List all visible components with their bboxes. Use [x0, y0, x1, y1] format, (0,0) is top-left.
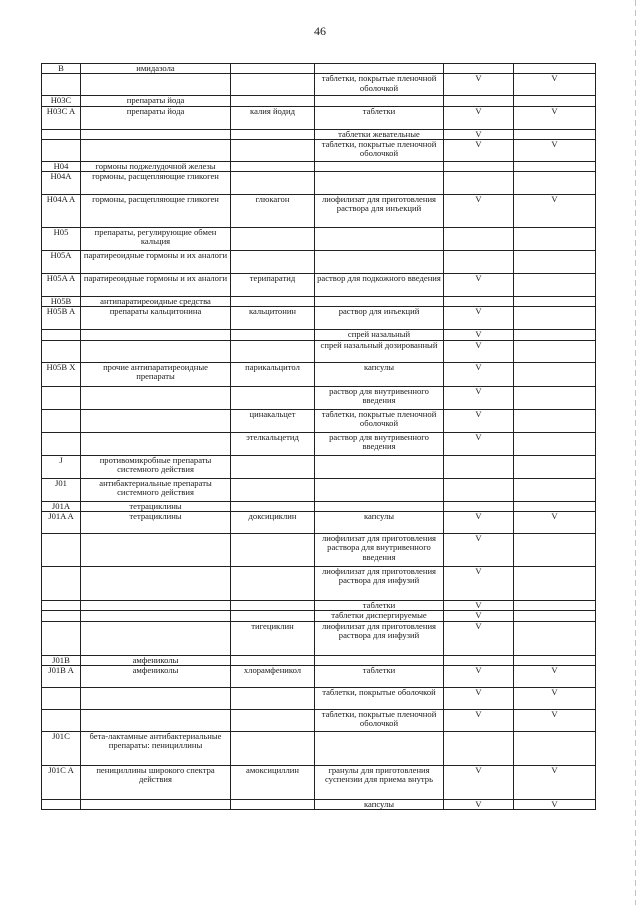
- mark-cell-2: V: [514, 139, 596, 161]
- mark-cell-1: V: [444, 566, 514, 600]
- group-cell: тетрациклины: [81, 501, 231, 511]
- mark-cell-1: V: [444, 340, 514, 362]
- inn-cell: хлорамфеникол: [231, 665, 315, 687]
- atc-code-cell: H05: [42, 228, 81, 251]
- dosage-form-cell: раствор для внутривенного введения: [315, 386, 444, 409]
- group-cell: антибактериальные препараты системного действия: [81, 478, 231, 501]
- inn-cell: [231, 687, 315, 709]
- group-cell: [81, 611, 231, 621]
- mark-cell-1: V: [444, 765, 514, 799]
- group-cell: гормоны поджелудочной железы: [81, 161, 231, 171]
- atc-code-cell: H04A: [42, 172, 81, 195]
- inn-cell: [231, 172, 315, 195]
- mark-cell-1: [444, 501, 514, 511]
- group-cell: антипаратиреоидные средства: [81, 297, 231, 307]
- table-row: [42, 409, 596, 432]
- inn-cell: [231, 340, 315, 362]
- mark-cell-1: V: [444, 409, 514, 432]
- mark-cell-1: V: [444, 362, 514, 386]
- inn-cell: [231, 386, 315, 409]
- mark-cell-2: V: [514, 195, 596, 228]
- dosage-form-cell: раствор для внутривенного введения: [315, 432, 444, 455]
- inn-cell: [231, 228, 315, 251]
- group-cell: препараты йода: [81, 96, 231, 106]
- atc-code-cell: J01: [42, 478, 81, 501]
- atc-code-cell: H05A: [42, 251, 81, 274]
- table-row: [42, 765, 596, 799]
- atc-code-cell: H04A A: [42, 195, 81, 228]
- atc-code-cell: [42, 386, 81, 409]
- mark-cell-2: [514, 251, 596, 274]
- mark-cell-2: [514, 478, 596, 501]
- mark-cell-2: [514, 307, 596, 330]
- dosage-form-cell: таблетки: [315, 106, 444, 129]
- atc-code-cell: [42, 409, 81, 432]
- mark-cell-1: V: [444, 129, 514, 139]
- mark-cell-2: [514, 228, 596, 251]
- inn-cell: [231, 566, 315, 600]
- mark-cell-1: V: [444, 432, 514, 455]
- mark-cell-2: [514, 432, 596, 455]
- mark-cell-1: V: [444, 687, 514, 709]
- group-cell: [81, 687, 231, 709]
- atc-code-cell: [42, 566, 81, 600]
- atc-code-cell: J: [42, 455, 81, 478]
- group-cell: амфениколы: [81, 655, 231, 665]
- dosage-form-cell: таблетки, покрытые пленочной оболочкой: [315, 74, 444, 96]
- atc-code-cell: [42, 621, 81, 655]
- mark-cell-2: [514, 386, 596, 409]
- dosage-form-cell: [315, 655, 444, 665]
- group-cell: [81, 386, 231, 409]
- table-row: [42, 799, 596, 809]
- atc-code-cell: J01B: [42, 655, 81, 665]
- inn-cell: [231, 655, 315, 665]
- inn-cell: [231, 455, 315, 478]
- mark-cell-1: V: [444, 307, 514, 330]
- dosage-form-cell: [315, 172, 444, 195]
- inn-cell: [231, 96, 315, 106]
- table-row: [42, 172, 596, 195]
- dosage-form-cell: таблетки: [315, 600, 444, 610]
- mark-cell-2: V: [514, 665, 596, 687]
- dosage-form-cell: таблетки, покрытые оболочкой: [315, 687, 444, 709]
- table-row: [42, 74, 596, 96]
- table-row: [42, 566, 596, 600]
- inn-cell: кальцитонин: [231, 307, 315, 330]
- mark-cell-1: V: [444, 709, 514, 731]
- atc-code-cell: J01C A: [42, 765, 81, 799]
- group-cell: [81, 432, 231, 455]
- atc-code-cell: [42, 687, 81, 709]
- atc-code-cell: B: [42, 64, 81, 74]
- mark-cell-2: V: [514, 74, 596, 96]
- mark-cell-2: [514, 409, 596, 432]
- table-row: [42, 621, 596, 655]
- mark-cell-1: V: [444, 386, 514, 409]
- atc-code-cell: J01B A: [42, 665, 81, 687]
- inn-cell: [231, 251, 315, 274]
- mark-cell-2: [514, 501, 596, 511]
- group-cell: бета-лактамные антибактериальные препараты: пенициллины: [81, 731, 231, 765]
- group-cell: [81, 600, 231, 610]
- table-row: [42, 64, 596, 74]
- atc-code-cell: J01C: [42, 731, 81, 765]
- group-cell: [81, 74, 231, 96]
- mark-cell-2: [514, 340, 596, 362]
- mark-cell-2: V: [514, 709, 596, 731]
- inn-cell: глюкагон: [231, 195, 315, 228]
- mark-cell-2: V: [514, 799, 596, 809]
- dosage-form-cell: [315, 297, 444, 307]
- group-cell: [81, 139, 231, 161]
- mark-cell-2: [514, 600, 596, 610]
- table-row: [42, 731, 596, 765]
- mark-cell-1: V: [444, 139, 514, 161]
- group-cell: [81, 566, 231, 600]
- dosage-form-cell: таблетки, покрытые пленочной оболочкой: [315, 409, 444, 432]
- mark-cell-2: V: [514, 687, 596, 709]
- inn-cell: [231, 64, 315, 74]
- table-row: [42, 274, 596, 297]
- inn-cell: [231, 799, 315, 809]
- mark-cell-1: V: [444, 533, 514, 566]
- group-cell: пенициллины широкого спектра действия: [81, 765, 231, 799]
- atc-code-cell: [42, 74, 81, 96]
- inn-cell: [231, 600, 315, 610]
- table-row: [42, 330, 596, 340]
- mark-cell-2: [514, 621, 596, 655]
- atc-code-cell: [42, 709, 81, 731]
- mark-cell-2: V: [514, 765, 596, 799]
- inn-cell: амоксициллин: [231, 765, 315, 799]
- mark-cell-2: [514, 362, 596, 386]
- mark-cell-2: [514, 161, 596, 171]
- dosage-form-cell: капсулы: [315, 511, 444, 533]
- group-cell: [81, 621, 231, 655]
- atc-code-cell: H04: [42, 161, 81, 171]
- group-cell: [81, 409, 231, 432]
- atc-code-cell: H05B A: [42, 307, 81, 330]
- inn-cell: [231, 611, 315, 621]
- table-row: [42, 432, 596, 455]
- mark-cell-1: [444, 297, 514, 307]
- table-row: [42, 655, 596, 665]
- drug-table: [41, 63, 596, 810]
- mark-cell-2: [514, 731, 596, 765]
- dosage-form-cell: спрей назальный дозированный: [315, 340, 444, 362]
- mark-cell-2: [514, 330, 596, 340]
- table-row: [42, 533, 596, 566]
- mark-cell-2: [514, 455, 596, 478]
- table-body: [42, 64, 596, 810]
- group-cell: паратиреоидные гормоны и их аналоги: [81, 251, 231, 274]
- mark-cell-2: [514, 611, 596, 621]
- group-cell: препараты кальцитонина: [81, 307, 231, 330]
- dosage-form-cell: лиофилизат для приготовления раствора для инфузий: [315, 566, 444, 600]
- group-cell: паратиреоидные гормоны и их аналоги: [81, 274, 231, 297]
- table-row: [42, 501, 596, 511]
- inn-cell: [231, 74, 315, 96]
- group-cell: гормоны, расщепляющие гликоген: [81, 195, 231, 228]
- atc-code-cell: H05A A: [42, 274, 81, 297]
- mark-cell-2: [514, 274, 596, 297]
- atc-code-cell: [42, 340, 81, 362]
- mark-cell-1: V: [444, 799, 514, 809]
- inn-cell: [231, 330, 315, 340]
- table-row: [42, 195, 596, 228]
- dosage-form-cell: [315, 64, 444, 74]
- inn-cell: [231, 533, 315, 566]
- mark-cell-1: [444, 161, 514, 171]
- dosage-form-cell: таблетки жевательные: [315, 129, 444, 139]
- mark-cell-2: [514, 533, 596, 566]
- table-row: [42, 139, 596, 161]
- table-row: [42, 362, 596, 386]
- table-row: [42, 386, 596, 409]
- dosage-form-cell: спрей назальный: [315, 330, 444, 340]
- inn-cell: [231, 161, 315, 171]
- mark-cell-2: [514, 64, 596, 74]
- group-cell: [81, 799, 231, 809]
- atc-code-cell: [42, 139, 81, 161]
- atc-code-cell: [42, 611, 81, 621]
- mark-cell-1: V: [444, 274, 514, 297]
- table-row: [42, 251, 596, 274]
- group-cell: [81, 709, 231, 731]
- group-cell: амфениколы: [81, 665, 231, 687]
- dosage-form-cell: [315, 251, 444, 274]
- dosage-form-cell: капсулы: [315, 799, 444, 809]
- group-cell: [81, 340, 231, 362]
- mark-cell-2: [514, 655, 596, 665]
- inn-cell: цинакальцет: [231, 409, 315, 432]
- inn-cell: калия йодид: [231, 106, 315, 129]
- table-row: [42, 611, 596, 621]
- dosage-form-cell: [315, 501, 444, 511]
- dosage-form-cell: таблетки: [315, 665, 444, 687]
- group-cell: тетрациклины: [81, 511, 231, 533]
- mark-cell-2: V: [514, 511, 596, 533]
- dosage-form-cell: [315, 455, 444, 478]
- group-cell: [81, 533, 231, 566]
- atc-code-cell: H05B X: [42, 362, 81, 386]
- dosage-form-cell: лиофилизат для приготовления раствора для внутривенного введения: [315, 533, 444, 566]
- mark-cell-1: V: [444, 621, 514, 655]
- inn-cell: [231, 731, 315, 765]
- inn-cell: [231, 501, 315, 511]
- dosage-form-cell: лиофилизат для приготовления раствора для инфузий: [315, 621, 444, 655]
- mark-cell-1: [444, 655, 514, 665]
- inn-cell: [231, 709, 315, 731]
- dosage-form-cell: таблетки, покрытые пленочной оболочкой: [315, 709, 444, 731]
- mark-cell-1: V: [444, 511, 514, 533]
- atc-code-cell: [42, 330, 81, 340]
- table-row: [42, 106, 596, 129]
- atc-code-cell: [42, 129, 81, 139]
- scan-edge: [635, 0, 636, 905]
- dosage-form-cell: таблетки, покрытые пленочной оболочкой: [315, 139, 444, 161]
- inn-cell: этелкальцетид: [231, 432, 315, 455]
- mark-cell-2: [514, 566, 596, 600]
- mark-cell-1: V: [444, 611, 514, 621]
- mark-cell-1: [444, 96, 514, 106]
- dosage-form-cell: [315, 478, 444, 501]
- mark-cell-1: [444, 228, 514, 251]
- mark-cell-2: [514, 129, 596, 139]
- mark-cell-2: [514, 96, 596, 106]
- group-cell: [81, 129, 231, 139]
- atc-code-cell: H03C: [42, 96, 81, 106]
- dosage-form-cell: таблетки диспергируемые: [315, 611, 444, 621]
- table-row: [42, 687, 596, 709]
- group-cell: препараты, регулирующие обмен кальция: [81, 228, 231, 251]
- page-number: 46: [314, 24, 326, 38]
- atc-code-cell: J01A: [42, 501, 81, 511]
- mark-cell-1: V: [444, 195, 514, 228]
- atc-code-cell: H03C A: [42, 106, 81, 129]
- inn-cell: [231, 478, 315, 501]
- inn-cell: [231, 139, 315, 161]
- mark-cell-1: V: [444, 600, 514, 610]
- mark-cell-1: [444, 64, 514, 74]
- inn-cell: парикальцитол: [231, 362, 315, 386]
- atc-code-cell: [42, 533, 81, 566]
- inn-cell: [231, 129, 315, 139]
- table-row: [42, 228, 596, 251]
- table-row: [42, 340, 596, 362]
- table-row: [42, 665, 596, 687]
- table-row: [42, 511, 596, 533]
- group-cell: имидазола: [81, 64, 231, 74]
- dosage-form-cell: [315, 96, 444, 106]
- mark-cell-1: V: [444, 665, 514, 687]
- table-row: [42, 297, 596, 307]
- dosage-form-cell: раствор для инъекций: [315, 307, 444, 330]
- table-row: [42, 307, 596, 330]
- mark-cell-1: V: [444, 106, 514, 129]
- table-row: [42, 455, 596, 478]
- inn-cell: [231, 297, 315, 307]
- group-cell: противомикробные препараты системного действия: [81, 455, 231, 478]
- group-cell: препараты йода: [81, 106, 231, 129]
- dosage-form-cell: [315, 161, 444, 171]
- table-row: [42, 161, 596, 171]
- dosage-form-cell: лиофилизат для приготовления раствора для инъекций: [315, 195, 444, 228]
- inn-cell: терипаратид: [231, 274, 315, 297]
- mark-cell-1: V: [444, 74, 514, 96]
- dosage-form-cell: гранулы для приготовления суспензии для приема внутрь: [315, 765, 444, 799]
- atc-code-cell: J01A A: [42, 511, 81, 533]
- group-cell: прочие антипаратиреоидные препараты: [81, 362, 231, 386]
- mark-cell-2: [514, 172, 596, 195]
- mark-cell-1: [444, 172, 514, 195]
- mark-cell-1: V: [444, 330, 514, 340]
- mark-cell-2: V: [514, 106, 596, 129]
- atc-code-cell: [42, 799, 81, 809]
- atc-code-cell: [42, 432, 81, 455]
- inn-cell: доксициклин: [231, 511, 315, 533]
- table-row: [42, 709, 596, 731]
- table-row: [42, 478, 596, 501]
- group-cell: гормоны, расщепляющие гликоген: [81, 172, 231, 195]
- mark-cell-1: [444, 478, 514, 501]
- atc-code-cell: H05B: [42, 297, 81, 307]
- dosage-form-cell: капсулы: [315, 362, 444, 386]
- dosage-form-cell: [315, 731, 444, 765]
- mark-cell-2: [514, 297, 596, 307]
- table-row: [42, 129, 596, 139]
- table-row: [42, 600, 596, 610]
- atc-code-cell: [42, 600, 81, 610]
- table-row: [42, 96, 596, 106]
- mark-cell-1: [444, 251, 514, 274]
- mark-cell-1: [444, 731, 514, 765]
- dosage-form-cell: [315, 228, 444, 251]
- dosage-form-cell: раствор для подкожного введения: [315, 274, 444, 297]
- inn-cell: тигециклин: [231, 621, 315, 655]
- mark-cell-1: [444, 455, 514, 478]
- group-cell: [81, 330, 231, 340]
